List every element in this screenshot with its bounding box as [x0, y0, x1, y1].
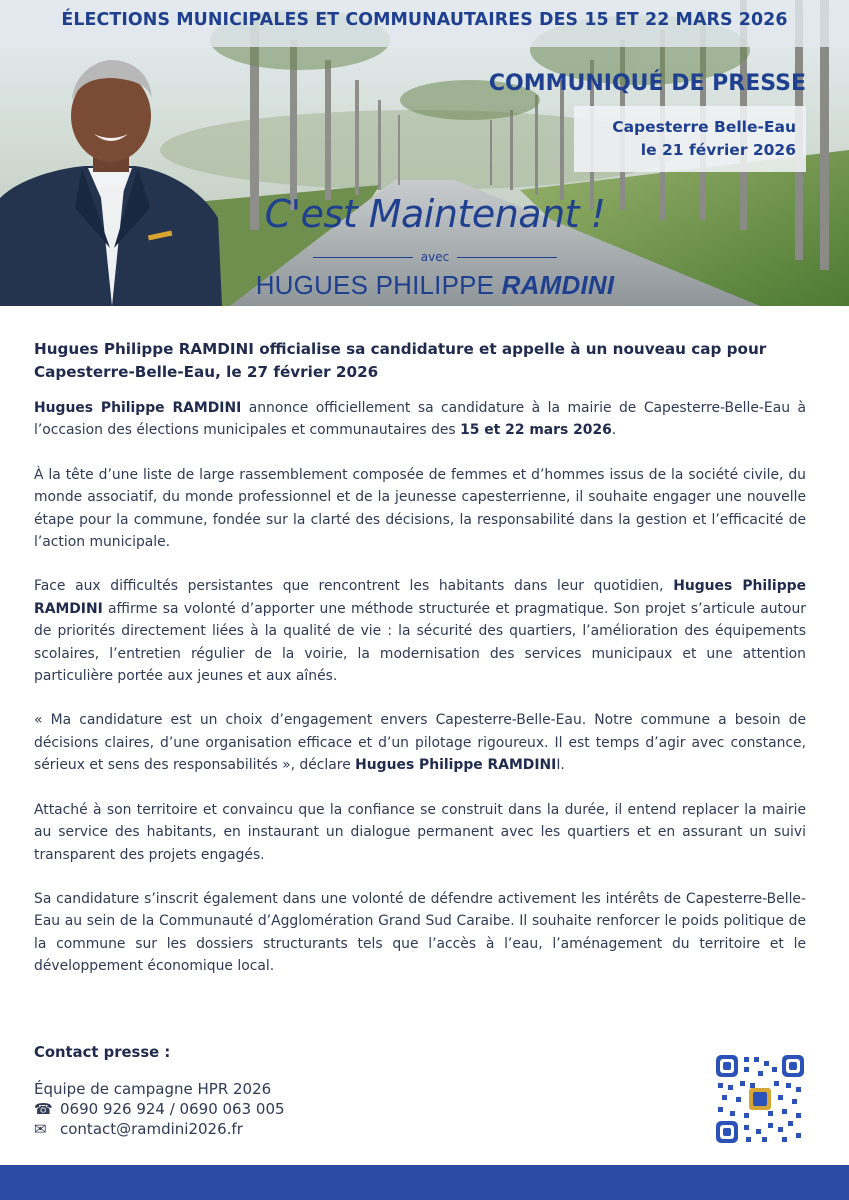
press-release-body	[34, 338, 806, 978]
footer-bar	[0, 1165, 849, 1200]
candidate-name	[220, 270, 650, 301]
press-release-title: COMMUNIQUÉ DE PRESSE	[488, 71, 806, 96]
contact-details	[34, 1079, 534, 1139]
election-title: ÉLECTIONS MUNICIPALES ET COMMUNAUTAIRES DES 15 ET 22 MARS 2026	[61, 10, 788, 30]
candidate-last-name: RAMDINI	[501, 270, 615, 300]
article-headline: Hugues Philippe RAMDINI officialise sa candidature et appelle à un nouveau cap pour Capesterre-Belle-Eau, le 27 février 2026	[34, 340, 767, 381]
press-contact	[34, 1044, 534, 1139]
campaign-slogan: C'est Maintenant !	[264, 192, 606, 236]
qr-code[interactable]	[716, 1055, 804, 1143]
paragraph-5: Attaché à son territoire et convaincu que la confiance se construit dans la durée, il entend replacer la mairie au service des habitants, en instaurant un dialogue permanent avec les quartiers et en assurant un suivi transparent des projets engagés.	[34, 801, 806, 863]
header-banner	[0, 0, 849, 306]
paragraph-2: À la tête d’une liste de large rassemblement composée de femmes et d’hommes issus de la société civile, du monde associatif, du monde professionnel et de la jeunesse capesterrienne, il souhaite engager une nouvelle étape pour la commune, fondée sur la clarté des décisions, la responsabilité dans la gestion et l’efficacité de l’action municipale.	[34, 466, 806, 551]
paragraph-1: Hugues Philippe RAMDINI annonce officiellement sa candidature à la mairie de Capesterre-Belle-Eau à l’occasion des élections municipales et communautaires des 15 et 22 mars 2026.	[34, 400, 806, 439]
avec-label: avec	[225, 250, 645, 264]
date: le 21 février 2026	[640, 141, 796, 159]
email-link[interactable]: contact@ramdini2026.fr	[60, 1120, 243, 1138]
candidate-portrait	[0, 48, 222, 306]
paragraph-4: « Ma candidature est un choix d’engagement envers Capesterre-Belle-Eau. Notre commune a besoin de décisions claires, d’une organisation efficace et d’un pilotage rigoureux. Il est temps d’agir avec constance, sérieux et sens des responsabilités », déclare Hugues Philippe RAMDINII.	[34, 712, 806, 774]
paragraph-3: Face aux difficultés persistantes que rencontrent les habitants dans leur quotidien, Hugues Philippe RAMDINI affirme sa volonté d’apporter une méthode structurée et pragmatique. Son projet s’articule autour de priorités directement liées à la qualité de vie : la sécurité des quartiers, l’amélioration des équipements scolaires, l’entretien régulier de la voirie, la modernisation des services municipaux et une attention particulière portée aux jeunes et aux aînés.	[34, 578, 806, 685]
paragraph-6: Sa candidature s’inscrit également dans une volonté de défendre activement les intérêts de Capesterre-Belle-Eau au sein de la Communauté d’Agglomération Grand Sud Caraibe. Il souhaite renforcer le poids politique de la commune sur les dossiers structurants tels que l’accès à l’eau, l’aménagement du territoire et le développement économique local.	[34, 890, 806, 975]
candidate-first-names: HUGUES PHILIPPE	[255, 270, 495, 300]
campaign-team: Équipe de campagne HPR 2026	[34, 1080, 272, 1098]
phone-numbers[interactable]: 0690 926 924 / 0690 063 005	[60, 1100, 285, 1118]
place-date-box	[574, 106, 806, 172]
envelope-icon: ✉	[34, 1120, 47, 1138]
place-date	[612, 116, 796, 162]
telephone-icon: ☎	[34, 1100, 53, 1118]
contact-title: Contact presse :	[34, 1044, 171, 1061]
place: Capesterre Belle-Eau	[612, 118, 796, 136]
